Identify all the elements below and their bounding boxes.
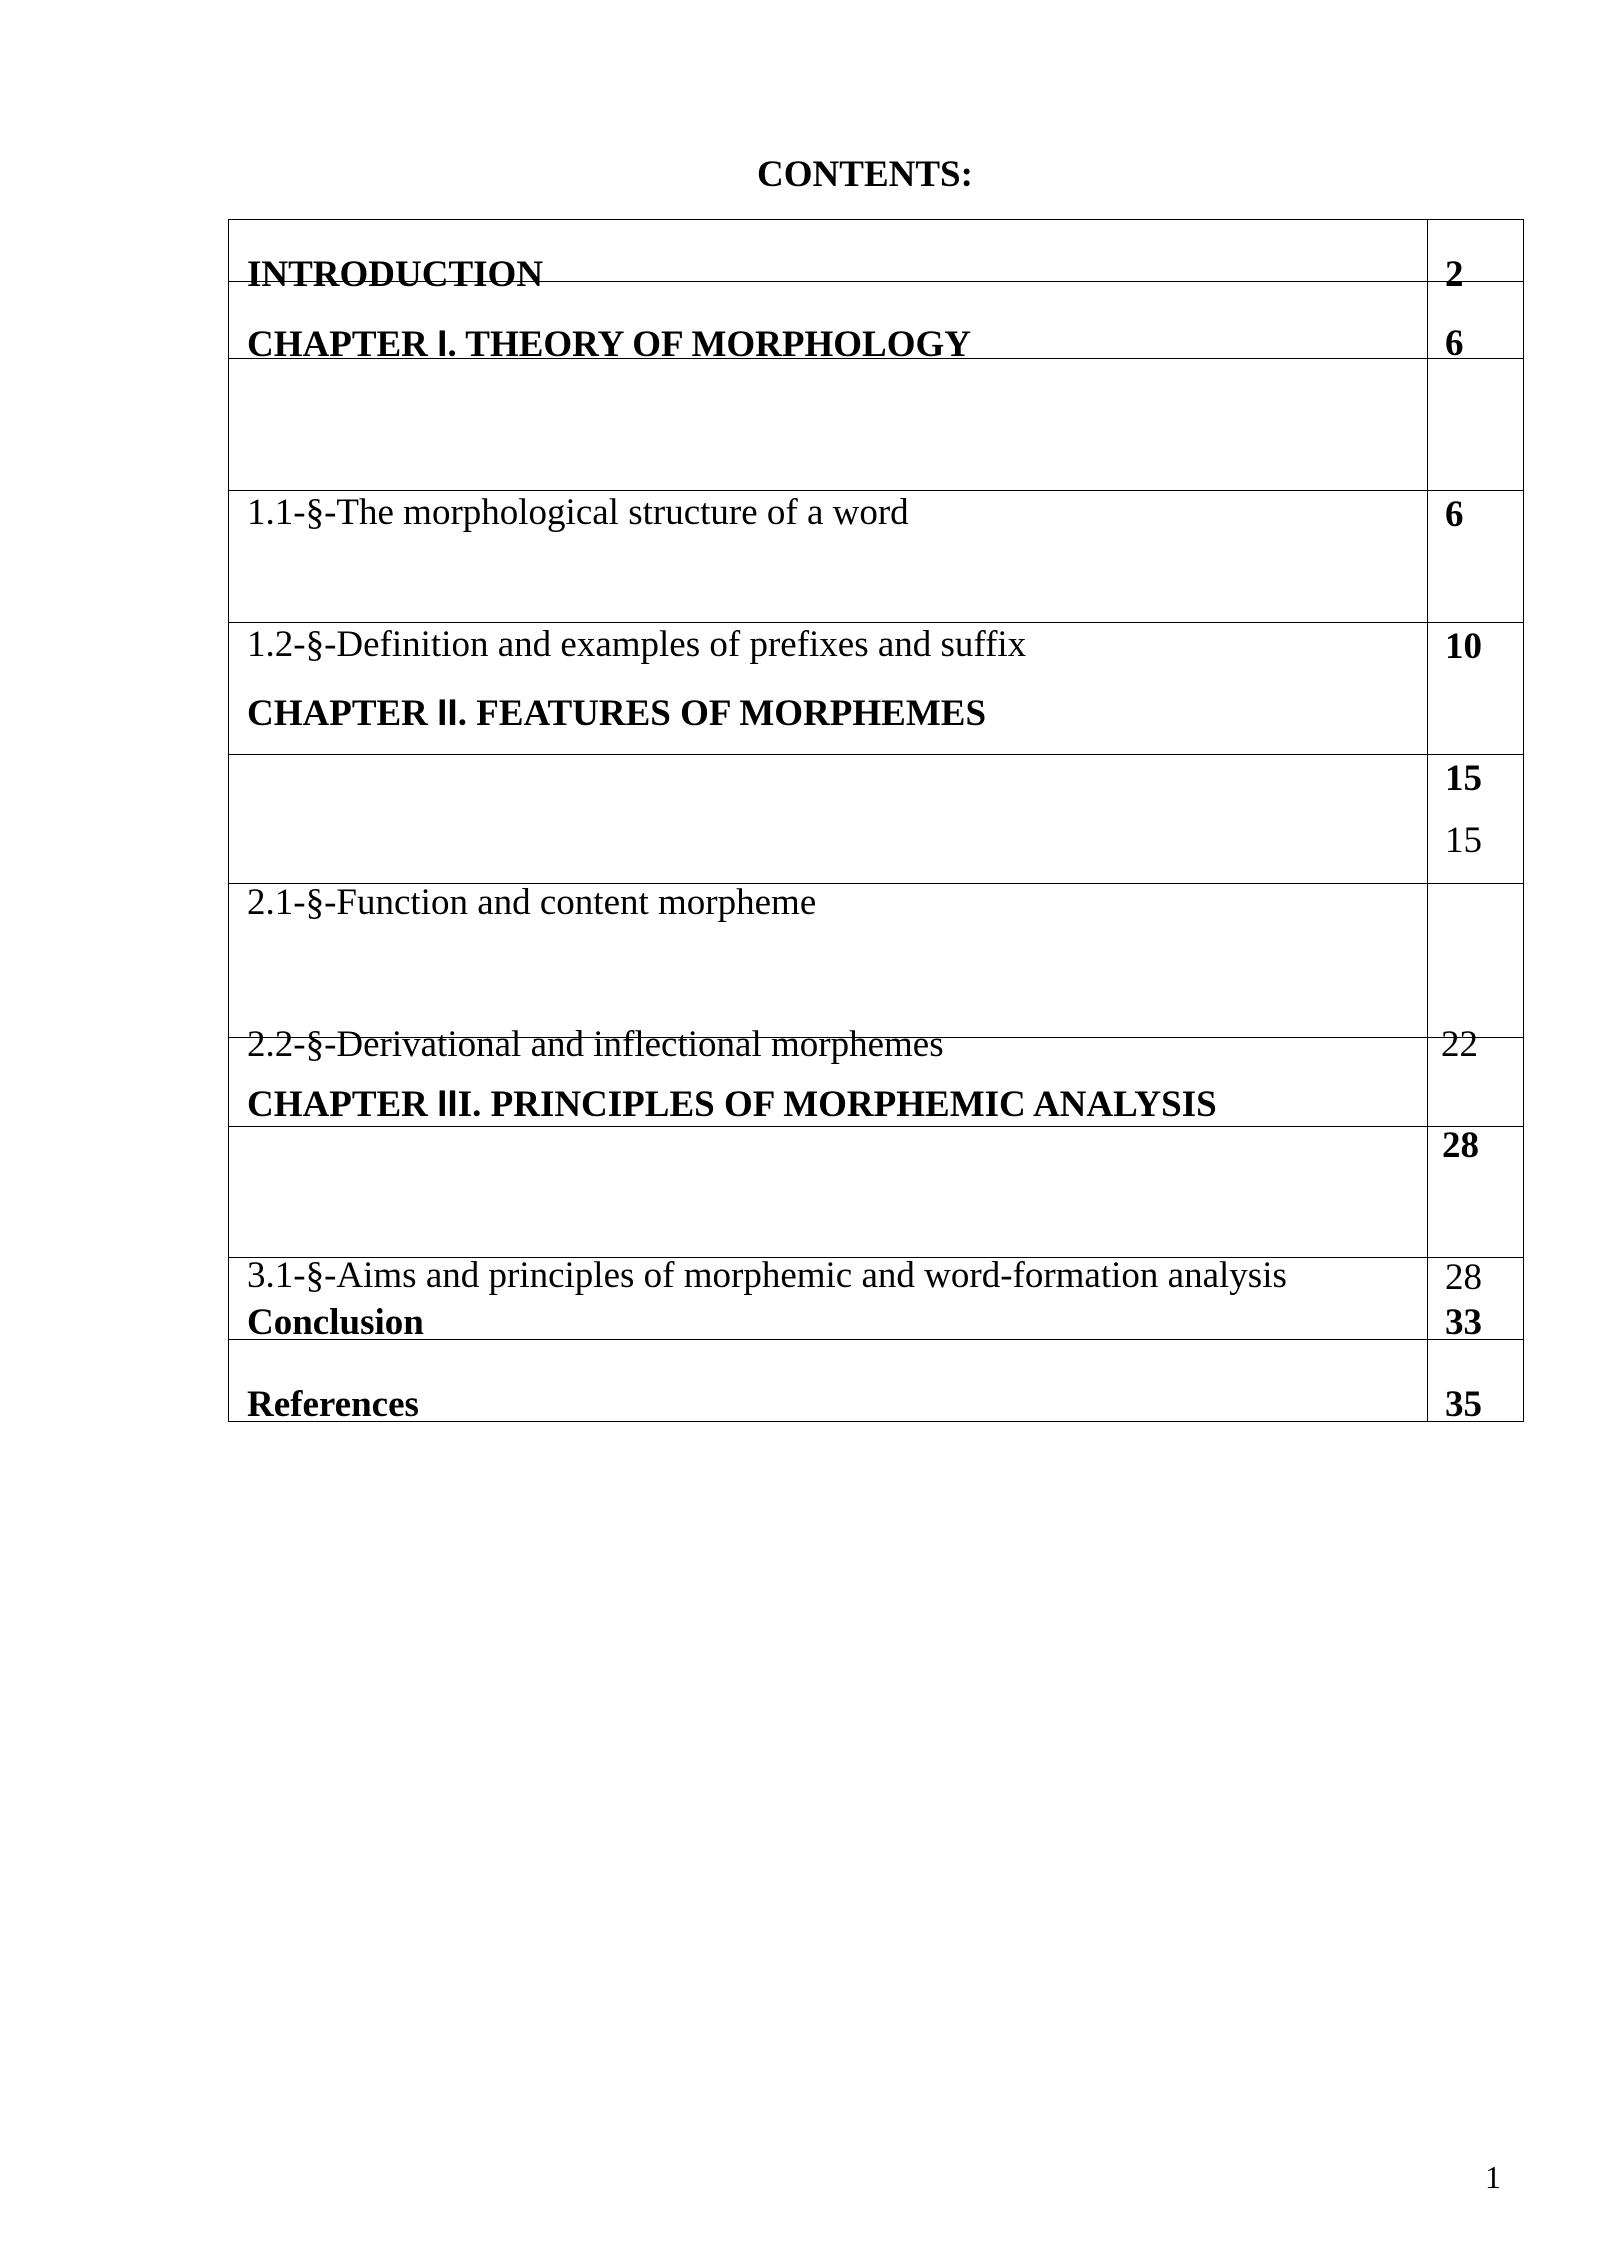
page-title: CONTENTS: xyxy=(757,154,973,195)
toc-row-section-1-2 xyxy=(229,491,1524,623)
toc-page-references: 35 xyxy=(1445,1383,1482,1425)
toc-page-section-2-1: 15 xyxy=(1445,820,1482,861)
page-number: 1 xyxy=(1485,2159,1501,2195)
toc-row-section-2-1 xyxy=(229,755,1524,884)
chapter-heading: . THEORY OF MORPHOLOGY xyxy=(447,324,972,365)
toc-row-references xyxy=(229,1340,1524,1422)
toc-page-introduction: 2 xyxy=(1445,253,1464,295)
toc-row-chapter-1 xyxy=(229,282,1524,359)
toc-title-introduction: INTRODUCTION xyxy=(247,253,544,295)
toc-title-section-1-1: 1.1-§-The morphological structure of a word xyxy=(247,491,909,533)
toc-page-section-2-2: 22 xyxy=(1441,1023,1478,1065)
toc-title-section-3-1: 3.1-§-Aims and principles of morphemic and word-formation analysis xyxy=(247,1255,1287,1296)
toc-title-chapter-3 xyxy=(247,1082,1217,1127)
chapter-numeral: II xyxy=(437,1083,458,1124)
toc-row-section-2-2 xyxy=(229,884,1524,1038)
toc-row-section-1-1 xyxy=(229,359,1524,491)
toc-title-conclusion: Conclusion xyxy=(247,1301,424,1343)
chapter-numeral: I xyxy=(437,323,448,364)
toc-title-section-2-1: 2.1-§-Function and content morpheme xyxy=(247,882,817,923)
chapter-label: CHAPTER xyxy=(247,692,438,734)
toc-row-introduction xyxy=(229,220,1524,282)
toc-row-section-3-1 xyxy=(229,1127,1524,1258)
chapter-label: CHAPTER xyxy=(247,1084,438,1125)
toc-title-section-1-2: 1.2-§-Definition and examples of prefixes and suffix xyxy=(247,623,1027,665)
toc-title-chapter-2 xyxy=(247,691,986,736)
contents-table xyxy=(228,219,1524,1425)
toc-row-conclusion xyxy=(229,1258,1524,1340)
toc-page-section-1-1: 6 xyxy=(1445,493,1464,535)
toc-row-chapter-3 xyxy=(229,1038,1524,1127)
toc-page-chapter-3: 28 xyxy=(1442,1125,1479,1166)
toc-row-chapter-2 xyxy=(229,623,1524,755)
chapter-label: CHAPTER xyxy=(247,324,438,365)
toc-page-conclusion: 33 xyxy=(1445,1301,1482,1343)
chapter-numeral: II xyxy=(437,691,458,733)
toc-page-section-1-2: 10 xyxy=(1445,625,1482,667)
chapter-heading: I. PRINCIPLES OF MORPHEMIC ANALYSIS xyxy=(457,1084,1217,1125)
toc-title-references: References xyxy=(247,1383,419,1425)
toc-title-section-2-2: 2.2-§-Derivational and inflectional morphemes xyxy=(247,1023,944,1065)
toc-page-chapter-1: 6 xyxy=(1445,323,1464,364)
toc-page-chapter-2: 15 xyxy=(1445,757,1482,799)
chapter-heading: . FEATURES OF MORPHEMES xyxy=(457,692,987,734)
toc-page-section-3-1: 28 xyxy=(1445,1257,1482,1298)
